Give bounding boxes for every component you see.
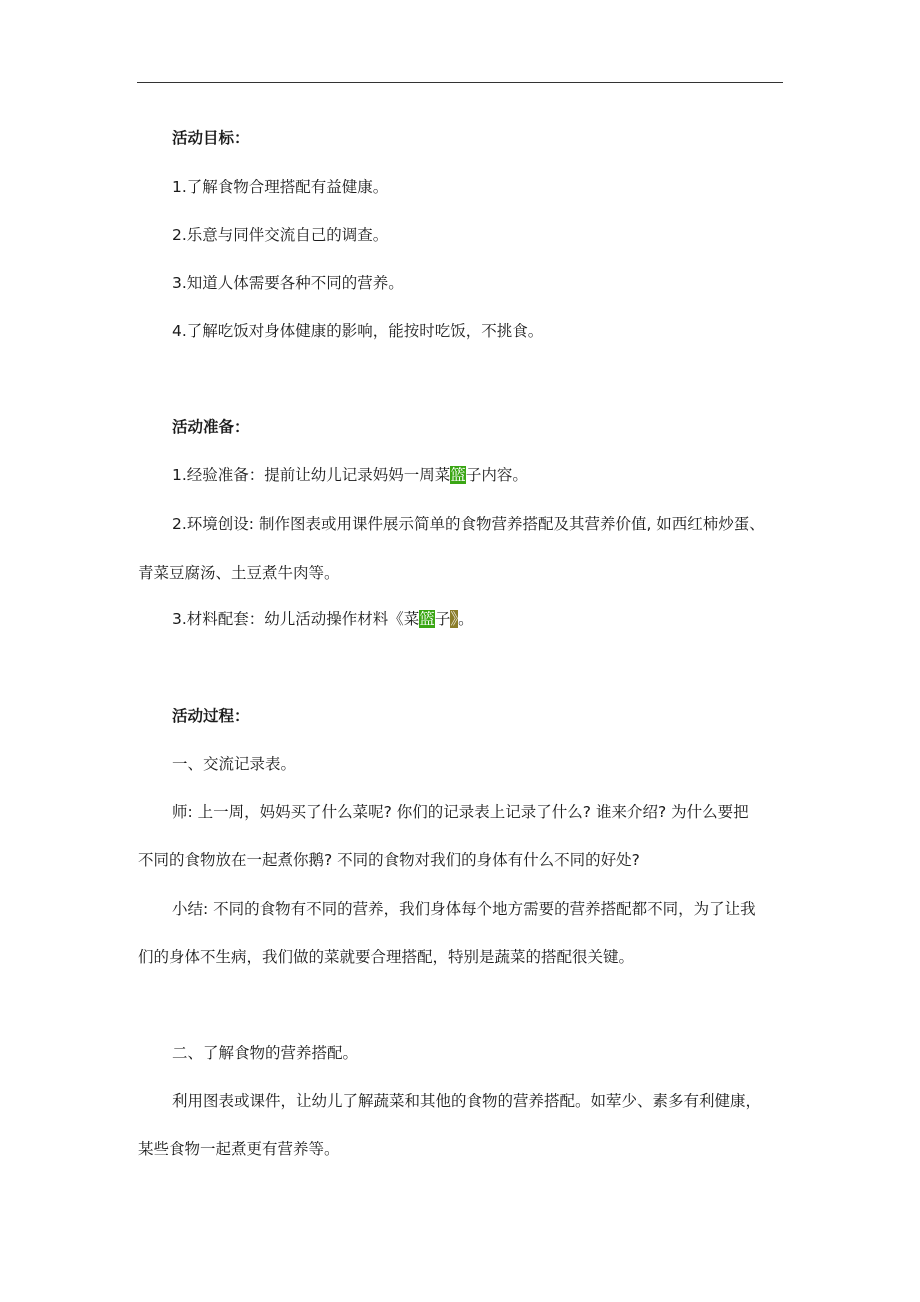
- prep-item-1-tail: 子内容。: [465, 466, 528, 484]
- prep-item-3-text: 3.材料配套：幼儿活动操作材料《菜: [172, 610, 420, 628]
- header-rule: [137, 82, 783, 83]
- prep-heading: 活动准备：: [172, 418, 250, 436]
- prep-item-1: [172, 464, 528, 486]
- part-2-line-2: 某些食物一起煮更有营养等。: [138, 1140, 340, 1158]
- prep-item-3: [172, 608, 474, 630]
- highlight-mark: 篮: [419, 610, 435, 628]
- process-heading: 活动过程：: [172, 707, 250, 725]
- highlight-mark-olive: 》: [450, 610, 459, 628]
- goal-item-2: 2.乐意与同伴交流自己的调查。: [172, 226, 389, 244]
- summary-line-2: 们的身体不生病，我们做的菜就要合理搭配，特别是蔬菜的搭配很关键。: [138, 948, 635, 966]
- goal-item-3: 3.知道人体需要各种不同的营养。: [172, 274, 404, 292]
- prep-item-2-line-1: 2.环境创设: 制作图表或用课件展示简单的食物营养搭配及其营养价值, 如西红柿炒蛋、: [172, 515, 765, 533]
- teacher-line-2: 不同的食物放在一起煮你鹅? 不同的食物对我们的身体有什么不同的好处?: [138, 851, 640, 869]
- goal-item-1: 1.了解食物合理搭配有益健康。: [172, 178, 389, 196]
- part-2-title: 二、了解食物的营养搭配。: [172, 1044, 359, 1062]
- goal-item-4: 4.了解吃饭对身体健康的影响，能按时吃饭，不挑食。: [172, 322, 544, 340]
- prep-item-3-mid: 子: [434, 610, 451, 628]
- teacher-line-1: 师: 上一周，妈妈买了什么菜呢? 你们的记录表上记录了什么? 谁来介绍? 为什么要把: [172, 803, 749, 821]
- highlight-mark: 篮: [450, 466, 466, 484]
- part-1-title: 一、交流记录表。: [172, 755, 297, 773]
- prep-item-3-tail: 。: [458, 610, 474, 628]
- goals-heading: 活动目标：: [172, 129, 250, 147]
- summary-line-1: 小结: 不同的食物有不同的营养，我们身体每个地方需要的营养搭配都不同，为了让我: [172, 900, 756, 918]
- prep-item-2-line-2: 青菜豆腐汤、土豆煮牛肉等。: [138, 564, 340, 582]
- prep-item-1-text: 1.经验准备：提前让幼儿记录妈妈一周菜: [172, 466, 451, 484]
- part-2-line-1: 利用图表或课件，让幼儿了解蔬菜和其他的食物的营养搭配。如荤少、素多有利健康，: [172, 1092, 762, 1110]
